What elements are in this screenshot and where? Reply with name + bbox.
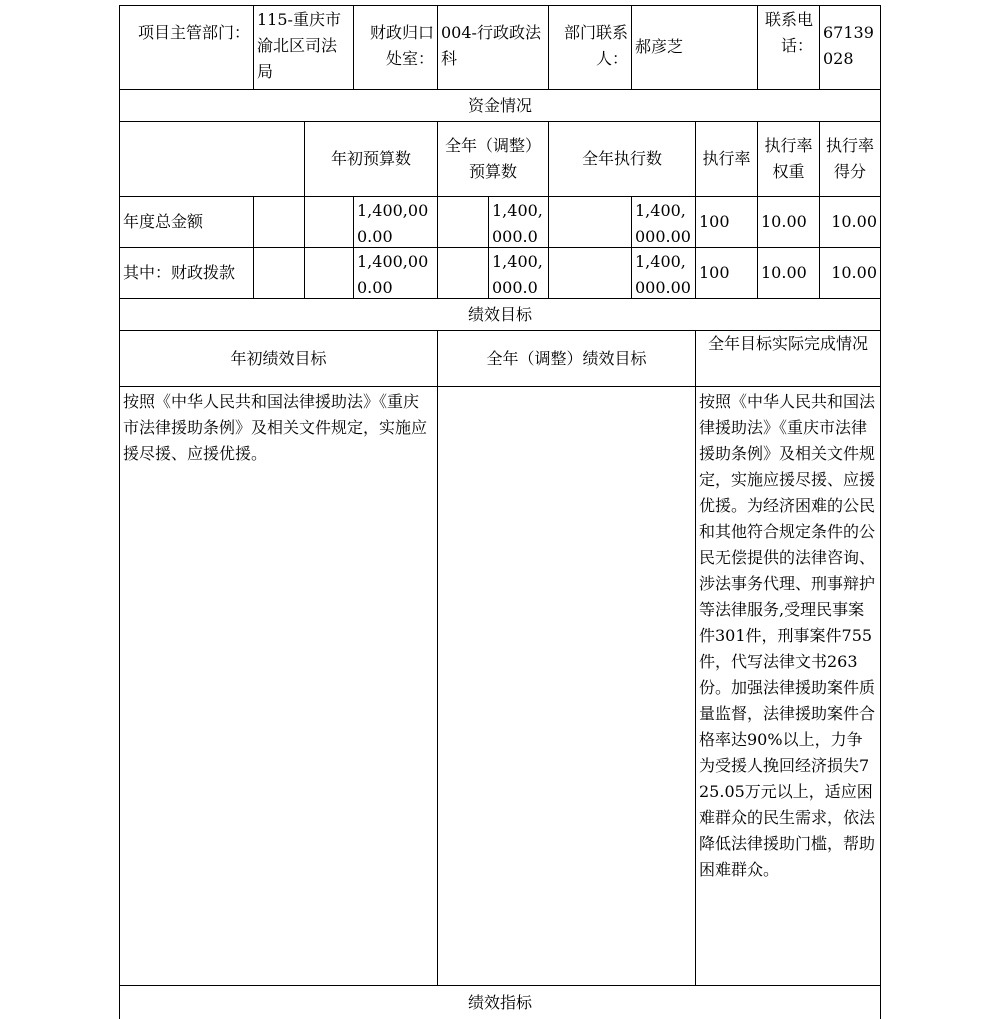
row-score <box>819 196 881 248</box>
col-budget-text: 年初预算数 <box>330 149 411 168</box>
col-initial-goal <box>119 330 438 387</box>
col-adjusted-text: 全年（调整）预算数 <box>444 136 541 181</box>
table-cell-blank <box>304 196 354 248</box>
row-rate <box>695 196 758 248</box>
table-cell-blank <box>548 196 632 248</box>
table-row-label <box>119 247 254 299</box>
table-cell-blank <box>304 247 354 299</box>
table-cell-blank <box>437 247 489 299</box>
finance-label: 财政归口处室： <box>353 5 438 90</box>
row-adjusted: 1,400,000.0 <box>488 247 549 299</box>
row-executed: 1,400,000.00 <box>631 196 696 248</box>
table-cell-blank <box>253 247 305 299</box>
row-weight-text: 10.00 <box>761 212 807 231</box>
row-score-text: 10.00 <box>831 263 877 282</box>
goals-section-title-text: 绩效目标 <box>467 304 532 324</box>
row-rate-text: 100 <box>699 263 730 282</box>
funds-section-title <box>119 89 881 122</box>
row-adjusted: 1,400,000.0 <box>488 196 549 248</box>
col-weight-text: 执行率权重 <box>764 136 813 181</box>
col-initial-goal-text: 年初绩效目标 <box>230 348 327 368</box>
indicators-section-title <box>119 985 881 1019</box>
col-executed <box>548 121 696 197</box>
row-budget: 1,400,000.00 <box>353 196 438 248</box>
funds-header-blank <box>119 121 305 197</box>
row-rate <box>695 247 758 299</box>
table-cell-blank <box>437 196 489 248</box>
funds-section-title-text: 资金情况 <box>467 95 532 115</box>
adjusted-goal-text <box>437 386 696 986</box>
row-rate-text: 100 <box>699 212 730 231</box>
col-budget <box>304 121 438 197</box>
row-weight <box>757 196 820 248</box>
col-adjusted-goal-text: 全年（调整）绩效目标 <box>486 348 647 368</box>
phone-value: 67139028 <box>819 5 881 90</box>
col-rate <box>695 121 758 197</box>
col-actual-goal: 全年目标实际完成情况 <box>695 330 881 387</box>
col-score <box>819 121 881 197</box>
table-cell-blank <box>253 196 305 248</box>
row-label-text: 年度总金额 <box>123 212 204 231</box>
dept-label: 项目主管部门： <box>119 5 254 90</box>
col-score-text: 执行率得分 <box>825 136 874 181</box>
row-weight <box>757 247 820 299</box>
row-budget: 1,400,000.00 <box>353 247 438 299</box>
phone-label: 联系电话： <box>757 5 820 90</box>
table-cell-blank <box>548 247 632 299</box>
row-score-text: 10.00 <box>831 212 877 231</box>
initial-goal-text: 按照《中华人民共和国法律援助法》《重庆市法律援助条例》及相关文件规定，实施应援尽援、应援优援。 <box>119 386 438 986</box>
dept-value: 115-重庆市渝北区司法局 <box>253 5 354 90</box>
col-weight <box>757 121 820 197</box>
contact-label: 部门联系人： <box>548 5 632 90</box>
table-row-label <box>119 196 254 248</box>
col-adjusted-goal <box>437 330 696 387</box>
row-score <box>819 247 881 299</box>
actual-goal-text: 按照《中华人民共和国法律援助法》《重庆市法律援助条例》及相关文件规定，实施应援尽援、应援优援。为经济困难的公民和其他符合规定条件的公民无偿提供的法律咨询、涉法事务代理、刑事辩护等法律服务,受理民事案件301件，刑事案件755件，代写法律文书263份。加强法律援助案件质量监督，法律援助案件合格率达90%以上，力争为受援人挽回经济损失725.05万元以上，适应困难群众的民生需求，依法降低法律援助门槛，帮助困难群众。 <box>695 386 881 986</box>
row-label-text: 其中：财政拨款 <box>123 263 236 282</box>
goals-section-title <box>119 298 881 331</box>
col-executed-text: 全年执行数 <box>581 149 662 168</box>
row-executed: 1,400,000.00 <box>631 247 696 299</box>
row-weight-text: 10.00 <box>761 263 807 282</box>
indicators-section-title-text: 绩效指标 <box>467 992 532 1012</box>
col-rate-text: 执行率 <box>702 149 751 168</box>
col-adjusted <box>437 121 549 197</box>
contact-value: 郝彦芝 <box>631 5 758 90</box>
finance-value: 004-行政政法科 <box>437 5 549 90</box>
